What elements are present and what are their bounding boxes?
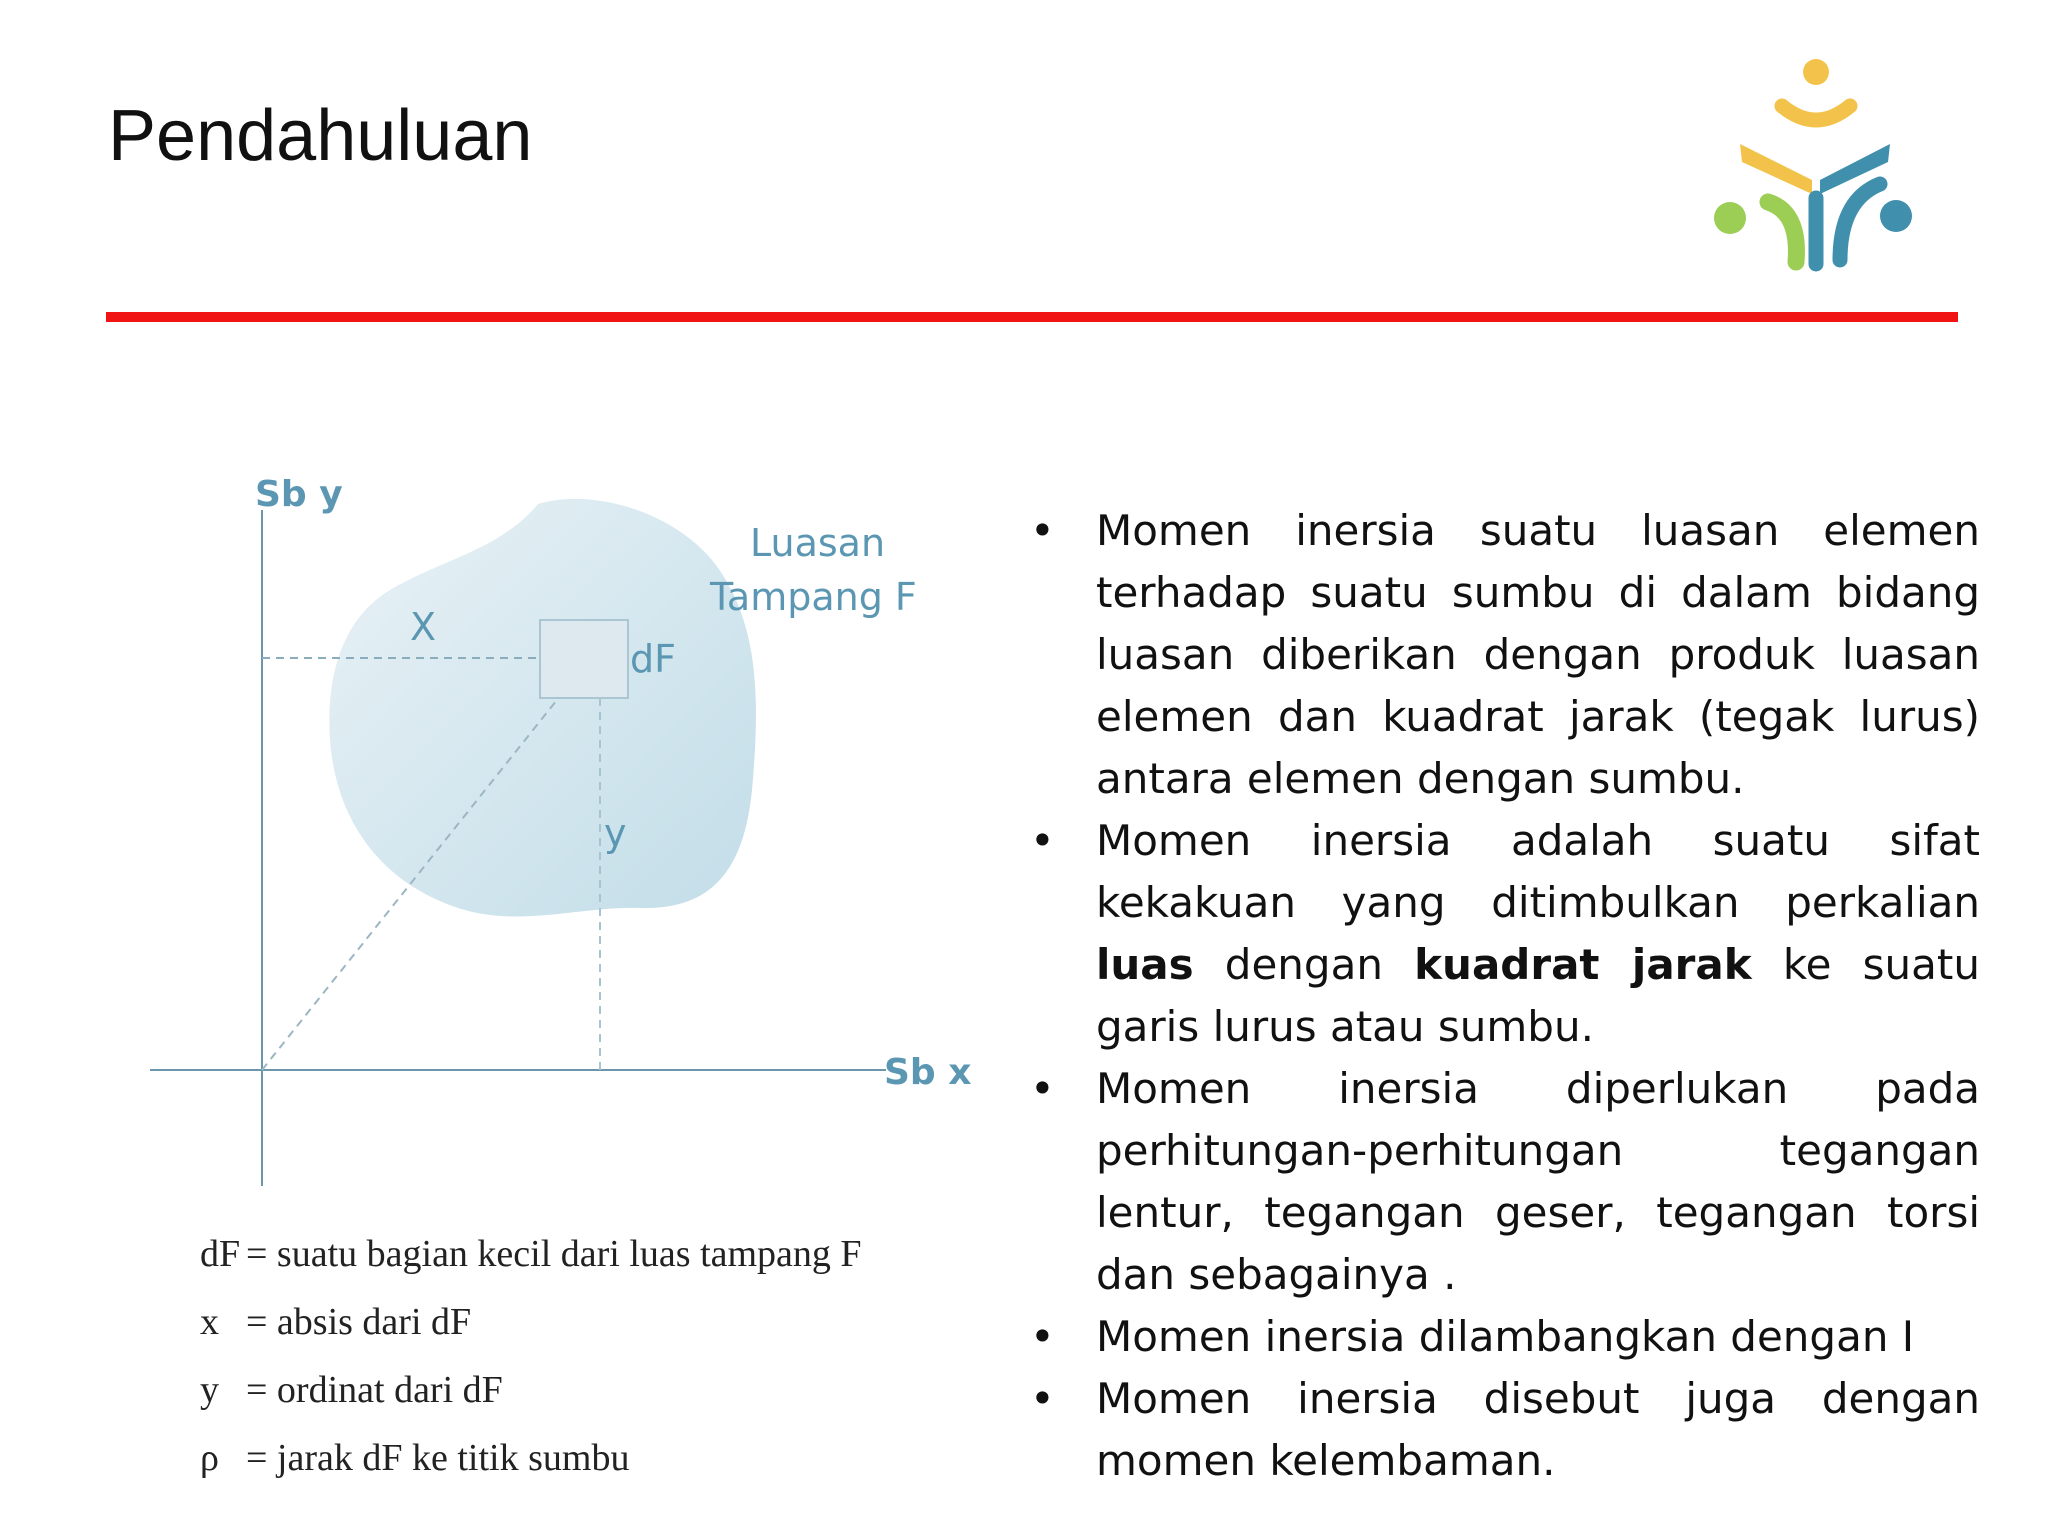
legend-symbol: y	[200, 1369, 219, 1411]
bullet-text: Momen inersia adalah suatu sifat kekakuan yang ditimbulkan perkalian	[1096, 816, 1980, 927]
area-label-line2: Tampang F	[710, 575, 917, 619]
logo-green-arc	[1768, 202, 1796, 262]
legend-symbol: x	[200, 1301, 219, 1343]
bullet-text: Momen inersia diperlukan pada perhitungan-perhitungan tegangan lentur, tegangan geser, tegangan torsi dan sebagainya .	[1096, 1064, 1980, 1299]
bullet-item	[1030, 810, 1980, 1058]
y-distance-label: y	[604, 811, 627, 855]
logo-blue-dot	[1880, 200, 1912, 232]
logo-yellow-band	[1740, 144, 1812, 194]
bullet-item	[1030, 500, 1980, 810]
bullet-text: Momen inersia suatu luasan elemen terhadap suatu sumbu di dalam bidang luasan diberikan dengan produk luasan elemen dan kuadrat jarak (tegak lurus) antara elemen dengan sumbu.	[1096, 506, 1980, 803]
cross-section-area	[329, 499, 756, 917]
logo-top-dot	[1803, 59, 1829, 85]
bullet-item	[1030, 1306, 1980, 1368]
legend-definition: = jarak dF ke titik sumbu	[246, 1437, 630, 1479]
bullet-text: Momen inersia dilambangkan dengan I	[1096, 1312, 1915, 1361]
title-divider	[106, 312, 1958, 322]
x-distance-label: X	[410, 605, 437, 649]
bullet-text: dengan	[1193, 940, 1415, 989]
logo-icon	[1700, 52, 1930, 282]
legend-definition: = suatu bagian kecil dari luas tampang F	[246, 1233, 862, 1275]
area-label-line1: Luasan	[750, 521, 886, 565]
logo-green-dot	[1714, 202, 1746, 234]
bullet-bold-text: kuadrat jarak	[1414, 940, 1752, 989]
axis-y-label: Sb y	[255, 474, 343, 515]
element-dF	[540, 620, 628, 698]
bullet-text: Momen inersia disebut juga dengan momen kelembaman.	[1096, 1374, 1980, 1485]
bullet-bold-text: luas	[1096, 940, 1194, 989]
bullet-text: ke suatu garis lurus atau sumbu.	[1096, 940, 1981, 1051]
logo-blue-arc	[1840, 184, 1880, 260]
page-title: Pendahuluan	[108, 96, 533, 176]
bullet-list	[1030, 500, 1980, 1492]
moment-of-inertia-diagram	[140, 470, 1000, 1210]
logo-top-arc	[1782, 106, 1850, 120]
axis-x-label: Sb x	[884, 1052, 972, 1093]
legend-definition: = absis dari dF	[246, 1301, 472, 1343]
legend-definition: = ordinat dari dF	[246, 1369, 503, 1411]
element-dF-label: dF	[630, 637, 676, 681]
bullet-item	[1030, 1058, 1980, 1306]
bullet-item	[1030, 1368, 1980, 1492]
legend-symbol: ρ	[200, 1437, 219, 1479]
legend-symbol: dF	[200, 1233, 241, 1275]
